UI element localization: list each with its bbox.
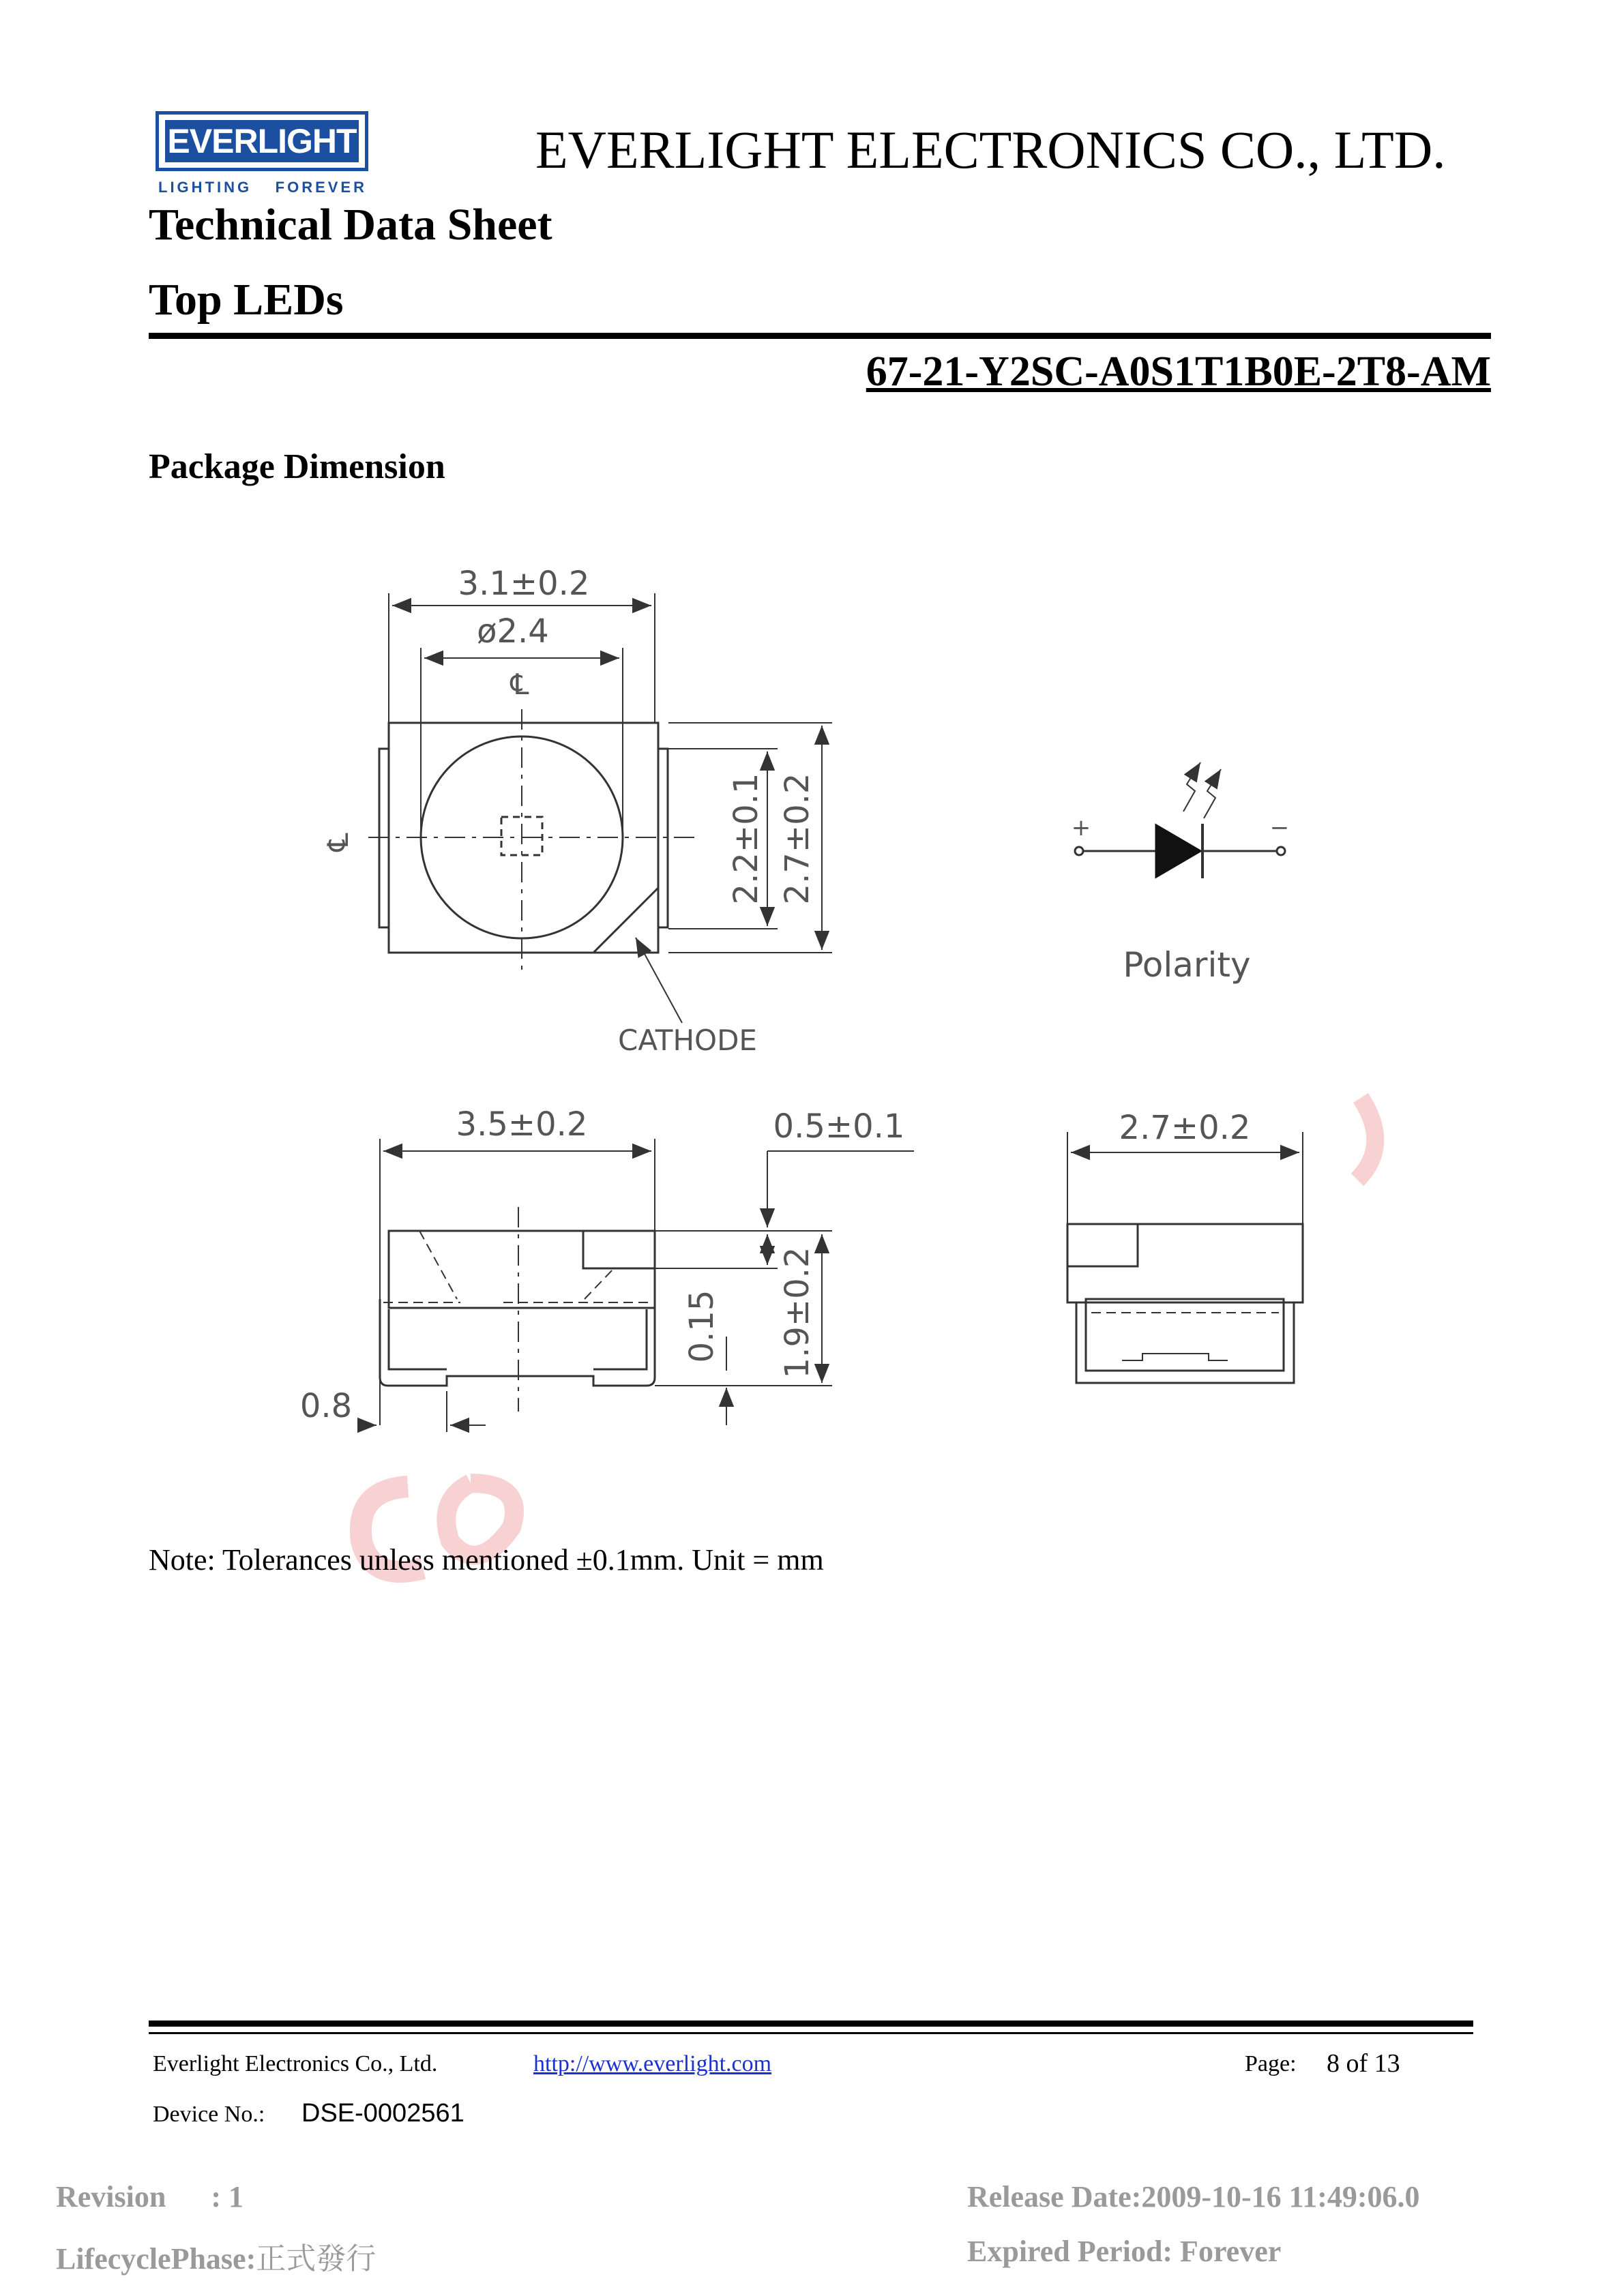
- tagline-right: FOREVER: [275, 179, 367, 196]
- revision: Revision : 1: [56, 2180, 243, 2213]
- logo-text: EVERLIGHT: [165, 120, 359, 162]
- tagline-left: LIGHTING: [158, 179, 252, 196]
- footer-device-label: Device No.:: [153, 2102, 265, 2127]
- lifecycle-label: LifecyclePhase:: [56, 2242, 256, 2276]
- footer-rule-thin: [149, 2032, 1473, 2034]
- dim-lens-diameter: ø2.4: [477, 612, 549, 651]
- lifecycle-value: 正式發行: [256, 2242, 377, 2276]
- lifecycle-phase: [56, 2234, 376, 2278]
- footer-page-value: 8 of 13: [1327, 2049, 1400, 2078]
- anode-plus: +: [1071, 814, 1091, 841]
- footer-device-value: DSE-0002561: [301, 2099, 464, 2128]
- watermark: [361, 1098, 1375, 1572]
- side-view: [361, 1139, 914, 1432]
- cathode-label: CATHODE: [618, 1024, 757, 1057]
- dim-lead-offset: 0.5±0.1: [773, 1107, 905, 1146]
- dim-height-inner: 2.2±0.1: [727, 773, 765, 905]
- dim-side-width: 3.5±0.2: [456, 1105, 588, 1144]
- release-date: Release Date:2009-10-16 11:49:06.0: [967, 2180, 1420, 2213]
- part-number: 67-21-Y2SC-A0S1T1B0E-2T8-AM: [866, 348, 1491, 395]
- footer-rule-thick: [149, 2021, 1473, 2027]
- expired-period: Expired Period: Forever: [967, 2235, 1282, 2268]
- dim-end-width: 2.7±0.2: [1119, 1109, 1251, 1147]
- polarity-symbol: [1075, 762, 1285, 878]
- dim-side-height: 1.9±0.2: [778, 1247, 816, 1379]
- company-name: EVERLIGHT ELECTRONICS CO., LTD.: [535, 120, 1446, 179]
- document-title: Technical Data Sheet: [149, 200, 552, 250]
- section-title: Package Dimension: [149, 447, 445, 486]
- cathode-minus: −: [1269, 814, 1290, 841]
- centerline-horizontal: ℄: [321, 833, 355, 852]
- tolerance-note: Note: Tolerances unless mentioned ±0.1mm. Unit = mm: [149, 1543, 824, 1577]
- document-subtitle: Top LEDs: [149, 275, 344, 325]
- footer-page-label: Page:: [1245, 2051, 1297, 2076]
- footer-company: Everlight Electronics Co., Ltd.: [153, 2051, 438, 2076]
- footer-website-link[interactable]: http://www.everlight.com: [533, 2051, 772, 2076]
- polarity-label: Polarity: [1123, 945, 1251, 985]
- end-view: [1067, 1132, 1303, 1383]
- centerline-vertical: ℄: [510, 668, 529, 701]
- dim-height-outer: 2.7±0.2: [778, 773, 816, 905]
- dim-lead-width: 0.8: [299, 1387, 353, 1425]
- dim-top-width: 3.1±0.2: [458, 565, 590, 603]
- dim-standoff: 0.15: [683, 1289, 721, 1363]
